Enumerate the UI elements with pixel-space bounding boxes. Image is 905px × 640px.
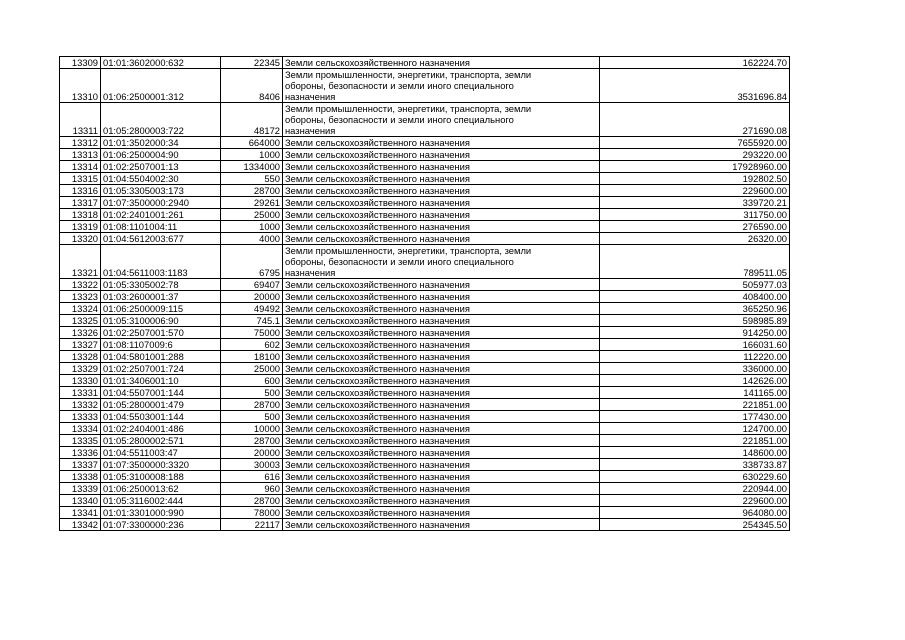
area-cell: 602 <box>221 339 283 351</box>
land-category-cell: Земли сельскохозяйственного назначения <box>283 435 600 447</box>
row-number-cell: 13320 <box>60 233 101 245</box>
land-category-cell: Земли сельскохозяйственного назначения <box>283 375 600 387</box>
cadastral-number-cell: 01:04:5511003:47 <box>101 447 221 459</box>
cadastral-number-cell: 01:05:2800003:722 <box>101 103 221 137</box>
row-number-cell: 13332 <box>60 399 101 411</box>
cadastral-number-cell: 01:07:3300000:236 <box>101 519 221 531</box>
table-row <box>60 459 790 471</box>
table-row <box>60 69 790 103</box>
cadastral-number-cell: 01:04:5612003:677 <box>101 233 221 245</box>
cadastral-value-cell: 276590.00 <box>600 221 790 233</box>
cadastral-value-cell: 17928960.00 <box>600 161 790 173</box>
cadastral-number-cell: 01:04:5611003:1183 <box>101 245 221 279</box>
cadastral-value-cell: 408400.00 <box>600 291 790 303</box>
table-row <box>60 423 790 435</box>
table-row <box>60 209 790 221</box>
row-number-cell: 13322 <box>60 279 101 291</box>
area-cell: 69407 <box>221 279 283 291</box>
row-number-cell: 13317 <box>60 197 101 209</box>
cadastral-value-cell: 229600.00 <box>600 495 790 507</box>
row-number-cell: 13311 <box>60 103 101 137</box>
table-row <box>60 507 790 519</box>
table-row <box>60 303 790 315</box>
table-row <box>60 279 790 291</box>
area-cell: 22117 <box>221 519 283 531</box>
area-cell: 28700 <box>221 185 283 197</box>
row-number-cell: 13312 <box>60 137 101 149</box>
table-row <box>60 173 790 185</box>
land-category-cell: Земли сельскохозяйственного назначения <box>283 387 600 399</box>
cadastral-value-cell: 271690.08 <box>600 103 790 137</box>
table-row <box>60 149 790 161</box>
cadastral-value-cell: 365250.96 <box>600 303 790 315</box>
area-cell: 30003 <box>221 459 283 471</box>
cadastral-value-cell: 505977.03 <box>600 279 790 291</box>
table-row <box>60 495 790 507</box>
land-category-cell: Земли сельскохозяйственного назначения <box>283 327 600 339</box>
land-category-cell: Земли сельскохозяйственного назначения <box>283 279 600 291</box>
area-cell: 29261 <box>221 197 283 209</box>
area-cell: 28700 <box>221 435 283 447</box>
row-number-cell: 13318 <box>60 209 101 221</box>
row-number-cell: 13341 <box>60 507 101 519</box>
cadastral-number-cell: 01:04:5504002:30 <box>101 173 221 185</box>
row-number-cell: 13336 <box>60 447 101 459</box>
land-category-cell: Земли сельскохозяйственного назначения <box>283 303 600 315</box>
row-number-cell: 13315 <box>60 173 101 185</box>
area-cell: 500 <box>221 411 283 423</box>
land-category-cell: Земли сельскохозяйственного назначения <box>283 519 600 531</box>
table-row <box>60 197 790 209</box>
cadastral-value-cell: 336000.00 <box>600 363 790 375</box>
area-cell: 25000 <box>221 363 283 375</box>
land-category-cell: Земли промышленности, энергетики, транспорта, земли обороны, безопасности и земли иного специального назначения <box>283 103 600 137</box>
table-row <box>60 447 790 459</box>
cadastral-value-cell: 177430.00 <box>600 411 790 423</box>
table-row <box>60 351 790 363</box>
area-cell: 1000 <box>221 149 283 161</box>
table-row <box>60 291 790 303</box>
cadastral-value-cell: 26320.00 <box>600 233 790 245</box>
land-category-cell: Земли сельскохозяйственного назначения <box>283 447 600 459</box>
area-cell: 28700 <box>221 495 283 507</box>
cadastral-number-cell: 01:08:1107009:6 <box>101 339 221 351</box>
table-row <box>60 519 790 531</box>
table-row <box>60 387 790 399</box>
cadastral-number-cell: 01:06:2500001:312 <box>101 69 221 103</box>
land-category-cell: Земли сельскохозяйственного назначения <box>283 459 600 471</box>
cadastral-value-cell: 221851.00 <box>600 399 790 411</box>
land-category-cell: Земли сельскохозяйственного назначения <box>283 233 600 245</box>
row-number-cell: 13340 <box>60 495 101 507</box>
row-number-cell: 13342 <box>60 519 101 531</box>
cadastral-number-cell: 01:02:2401001:261 <box>101 209 221 221</box>
table-row <box>60 103 790 137</box>
area-cell: 49492 <box>221 303 283 315</box>
table-row <box>60 399 790 411</box>
table-row <box>60 185 790 197</box>
cadastral-number-cell: 01:04:5507001:144 <box>101 387 221 399</box>
land-category-cell: Земли промышленности, энергетики, транспорта, земли обороны, безопасности и земли иного специального назначения <box>283 245 600 279</box>
land-category-cell: Земли сельскохозяйственного назначения <box>283 363 600 375</box>
land-category-cell: Земли сельскохозяйственного назначения <box>283 495 600 507</box>
area-cell: 78000 <box>221 507 283 519</box>
land-category-cell: Земли сельскохозяйственного назначения <box>283 315 600 327</box>
land-category-cell: Земли сельскохозяйственного назначения <box>283 423 600 435</box>
cadastral-number-cell: 01:01:3406001:10 <box>101 375 221 387</box>
table-row <box>60 471 790 483</box>
row-number-cell: 13323 <box>60 291 101 303</box>
land-category-cell: Земли сельскохозяйственного назначения <box>283 149 600 161</box>
row-number-cell: 13328 <box>60 351 101 363</box>
land-category-cell: Земли сельскохозяйственного назначения <box>283 221 600 233</box>
table-row <box>60 435 790 447</box>
cadastral-number-cell: 01:05:3100006:90 <box>101 315 221 327</box>
cadastral-number-cell: 01:06:2500004:90 <box>101 149 221 161</box>
cadastral-number-cell: 01:01:3301000:990 <box>101 507 221 519</box>
area-cell: 616 <box>221 471 283 483</box>
cadastral-value-cell: 630229.60 <box>600 471 790 483</box>
land-category-cell: Земли сельскохозяйственного назначения <box>283 399 600 411</box>
row-number-cell: 13324 <box>60 303 101 315</box>
cadastral-number-cell: 01:02:2404001:486 <box>101 423 221 435</box>
cadastral-value-cell: 162224.70 <box>600 57 790 69</box>
area-cell: 550 <box>221 173 283 185</box>
land-category-cell: Земли сельскохозяйственного назначения <box>283 351 600 363</box>
area-cell: 4000 <box>221 233 283 245</box>
cadastral-value-cell: 192802.50 <box>600 173 790 185</box>
land-category-cell: Земли сельскохозяйственного назначения <box>283 185 600 197</box>
area-cell: 18100 <box>221 351 283 363</box>
cadastral-value-cell: 339720.21 <box>600 197 790 209</box>
area-cell: 6795 <box>221 245 283 279</box>
land-category-cell: Земли сельскохозяйственного назначения <box>283 471 600 483</box>
table-row <box>60 363 790 375</box>
cadastral-value-cell: 220944.00 <box>600 483 790 495</box>
row-number-cell: 13314 <box>60 161 101 173</box>
land-category-cell: Земли сельскохозяйственного назначения <box>283 197 600 209</box>
land-category-cell: Земли сельскохозяйственного назначения <box>283 411 600 423</box>
row-number-cell: 13319 <box>60 221 101 233</box>
land-category-cell: Земли сельскохозяйственного назначения <box>283 291 600 303</box>
cadastral-value-cell: 789511.05 <box>600 245 790 279</box>
table-row <box>60 315 790 327</box>
row-number-cell: 13335 <box>60 435 101 447</box>
table-row <box>60 483 790 495</box>
area-cell: 20000 <box>221 291 283 303</box>
land-category-cell: Земли сельскохозяйственного назначения <box>283 137 600 149</box>
cadastral-value-cell: 964080.00 <box>600 507 790 519</box>
cadastral-number-cell: 01:08:1101004:11 <box>101 221 221 233</box>
cadastral-value-cell: 598985.89 <box>600 315 790 327</box>
cadastral-value-cell: 338733.87 <box>600 459 790 471</box>
cadastral-number-cell: 01:06:2500013:62 <box>101 483 221 495</box>
table-row <box>60 57 790 69</box>
cadastral-value-cell: 112220.00 <box>600 351 790 363</box>
cadastral-number-cell: 01:02:2507001:570 <box>101 327 221 339</box>
table-row <box>60 339 790 351</box>
cadastral-value-cell: 166031.60 <box>600 339 790 351</box>
cadastral-number-cell: 01:06:2500009:115 <box>101 303 221 315</box>
cadastral-number-cell: 01:05:2800001:479 <box>101 399 221 411</box>
row-number-cell: 13325 <box>60 315 101 327</box>
row-number-cell: 13338 <box>60 471 101 483</box>
cadastral-value-cell: 124700.00 <box>600 423 790 435</box>
land-parcels-table <box>59 56 790 531</box>
row-number-cell: 13330 <box>60 375 101 387</box>
land-category-cell: Земли сельскохозяйственного назначения <box>283 161 600 173</box>
area-cell: 664000 <box>221 137 283 149</box>
area-cell: 48172 <box>221 103 283 137</box>
table-row <box>60 245 790 279</box>
table-body <box>60 57 790 531</box>
cadastral-value-cell: 221851.00 <box>600 435 790 447</box>
area-cell: 10000 <box>221 423 283 435</box>
land-category-cell: Земли сельскохозяйственного назначения <box>283 209 600 221</box>
cadastral-number-cell: 01:05:3305003:173 <box>101 185 221 197</box>
area-cell: 745.1 <box>221 315 283 327</box>
cadastral-number-cell: 01:01:3502000:34 <box>101 137 221 149</box>
table-row <box>60 327 790 339</box>
cadastral-number-cell: 01:03:2600001:37 <box>101 291 221 303</box>
row-number-cell: 13326 <box>60 327 101 339</box>
row-number-cell: 13321 <box>60 245 101 279</box>
row-number-cell: 13333 <box>60 411 101 423</box>
cadastral-value-cell: 142626.00 <box>600 375 790 387</box>
area-cell: 600 <box>221 375 283 387</box>
table-row <box>60 137 790 149</box>
area-cell: 25000 <box>221 209 283 221</box>
row-number-cell: 13316 <box>60 185 101 197</box>
row-number-cell: 13334 <box>60 423 101 435</box>
table-row <box>60 411 790 423</box>
table-row <box>60 233 790 245</box>
cadastral-value-cell: 141165.00 <box>600 387 790 399</box>
area-cell: 28700 <box>221 399 283 411</box>
area-cell: 500 <box>221 387 283 399</box>
cadastral-value-cell: 148600.00 <box>600 447 790 459</box>
land-category-cell: Земли сельскохозяйственного назначения <box>283 173 600 185</box>
area-cell: 1334000 <box>221 161 283 173</box>
area-cell: 22345 <box>221 57 283 69</box>
row-number-cell: 13310 <box>60 69 101 103</box>
cadastral-number-cell: 01:05:3116002:444 <box>101 495 221 507</box>
table-row <box>60 161 790 173</box>
cadastral-value-cell: 3531696.84 <box>600 69 790 103</box>
row-number-cell: 13313 <box>60 149 101 161</box>
land-category-cell: Земли сельскохозяйственного назначения <box>283 339 600 351</box>
row-number-cell: 13329 <box>60 363 101 375</box>
cadastral-value-cell: 914250.00 <box>600 327 790 339</box>
area-cell: 75000 <box>221 327 283 339</box>
cadastral-number-cell: 01:07:3500000:3320 <box>101 459 221 471</box>
area-cell: 960 <box>221 483 283 495</box>
cadastral-value-cell: 229600.00 <box>600 185 790 197</box>
land-category-cell: Земли сельскохозяйственного назначения <box>283 57 600 69</box>
cadastral-number-cell: 01:05:2800002:571 <box>101 435 221 447</box>
area-cell: 20000 <box>221 447 283 459</box>
area-cell: 1000 <box>221 221 283 233</box>
cadastral-value-cell: 311750.00 <box>600 209 790 221</box>
land-category-cell: Земли сельскохозяйственного назначения <box>283 507 600 519</box>
row-number-cell: 13339 <box>60 483 101 495</box>
cadastral-number-cell: 01:01:3602000:632 <box>101 57 221 69</box>
cadastral-number-cell: 01:04:5801001:288 <box>101 351 221 363</box>
row-number-cell: 13309 <box>60 57 101 69</box>
cadastral-number-cell: 01:07:3500000:2940 <box>101 197 221 209</box>
cadastral-number-cell: 01:02:2507001:724 <box>101 363 221 375</box>
cadastral-number-cell: 01:05:3305002:78 <box>101 279 221 291</box>
cadastral-value-cell: 7655920.00 <box>600 137 790 149</box>
table-row <box>60 375 790 387</box>
row-number-cell: 13331 <box>60 387 101 399</box>
cadastral-value-cell: 293220.00 <box>600 149 790 161</box>
land-category-cell: Земли сельскохозяйственного назначения <box>283 483 600 495</box>
cadastral-number-cell: 01:04:5503001:144 <box>101 411 221 423</box>
land-category-cell: Земли промышленности, энергетики, транспорта, земли обороны, безопасности и земли иного специального назначения <box>283 69 600 103</box>
cadastral-value-cell: 254345.50 <box>600 519 790 531</box>
cadastral-number-cell: 01:02:2507001:13 <box>101 161 221 173</box>
cadastral-number-cell: 01:05:3100008:188 <box>101 471 221 483</box>
row-number-cell: 13327 <box>60 339 101 351</box>
row-number-cell: 13337 <box>60 459 101 471</box>
table-row <box>60 221 790 233</box>
area-cell: 8406 <box>221 69 283 103</box>
